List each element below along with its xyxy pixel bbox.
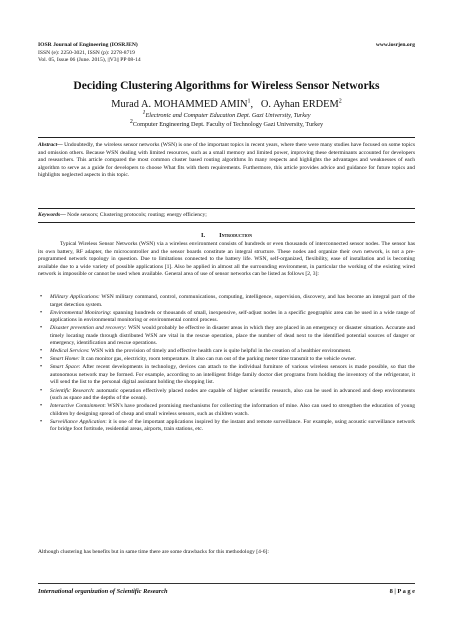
list-item-text: WSN would probably be effective in disaster areas in which they are placed in an emergency or disaster situation. Accurate and timely locating made through distributed WSN are vital in the rescue operation, place the number of dead next to the identified potential sources of danger or emergency, identification and rescue operations. <box>50 325 415 347</box>
affiliation-1-mark: 1 <box>142 109 146 116</box>
author-line <box>30 98 423 111</box>
list-item-term: Environmental Monitoring <box>50 309 110 316</box>
intro-paragraph: Typical Wireless Sensor Networks (WSN) via a wireless environment consists of hundreds or even thousands of interconnected sensor nodes. The sensor has its own battery, RF adapter, the microcontroller and the sensor boards constitute an integral structure. These nodes and organize their own network, is not a pre-programmed network topology in question. Due to limitations connected to the battery life. WSN, self-organized, flexibility, ease of installation and is becoming available due to a wide variety of possible applications [1]. Also be applied in almost all the surrounding environment, in particular the working of the existing wired network is impossible or cannot be used when available. General area of use of sensor networks can be listed as follows [2, 3]: <box>38 241 415 277</box>
list-item <box>38 388 415 403</box>
journal-volume: Vol. 05, Issue 06 (June. 2015), ||V3|| PP 08-14 <box>38 57 141 64</box>
affiliation-1 <box>30 109 423 120</box>
list-item <box>38 325 415 348</box>
keywords <box>38 212 415 220</box>
list-item-term: Surveillance Application <box>50 418 106 425</box>
journal-name: IOSR Journal of Engineering (IOSRJEN) <box>38 42 138 48</box>
journal-header <box>38 42 141 65</box>
list-item <box>38 294 415 309</box>
list-item-term: Military Applications: <box>50 294 100 300</box>
author-1: Murad A. MOHAMMED AMIN <box>111 99 248 110</box>
list-item-term: Smart Home: <box>50 356 80 363</box>
list-item-term: Scientific Research <box>50 387 93 394</box>
keywords-top-divider <box>38 208 415 209</box>
list-item-text: : spanning hundreds or thousands of small, inexpensive, self-adjust nodes in a specific geographic area can be used in a wide range of applications in environmental monitoring or environmental control process. <box>50 309 416 324</box>
affiliation-2-text: Computer Engineering Dept. Faculty of Technology Gazi University, Turkey <box>132 121 324 128</box>
keywords-bottom-divider <box>38 222 415 223</box>
list-item-text: It can monitor gas, electricity, room temperature. It also can run out of the parking meter time transmit to the vehicle owner. <box>79 356 357 363</box>
section-number: I. <box>200 232 206 239</box>
footer-organization: International organization of Scientific Research <box>38 588 168 595</box>
list-item-term: Interactive Containment <box>50 403 105 410</box>
section-heading <box>38 232 415 239</box>
list-item-text: : automatic operation effectively placed nodes are capable of higher scientific research, also can be used in advanced and deep environments (such as space and the depths of the ocean). <box>50 387 415 402</box>
list-item <box>38 403 415 418</box>
list-item-term: Smart Space: <box>50 364 81 371</box>
closing-paragraph: Although clustering has benefits but in same time there are some drawbacks for this methodology [4-6]: <box>38 549 269 555</box>
abstract <box>38 142 415 180</box>
keywords-label: Keywords— <box>38 212 66 218</box>
application-list <box>38 294 415 434</box>
page-number: 8 | P a g e <box>389 588 415 595</box>
list-item-text: : WSN with the provision of timely and effective health care is quite helpful in the creation of a healthier environment. <box>88 348 352 355</box>
section-title: Introduction <box>219 232 253 239</box>
list-item-text: : WSN's have produced promising mechanisms for collecting the information of mine. Also can used to strengthen the education of young children by designing spread of cheap and small wireless sensors, such as children watch. <box>50 403 415 417</box>
keywords-text: Node sensors; Clustering protocols; routing; energy efficiency; <box>65 212 207 218</box>
journal-issn: ISSN (e): 2250-3021, ISSN (p): 2278-8719 <box>38 49 135 56</box>
list-item-text: After recent developments in technology, devices can attach to the individual furniture of various wireless sensors is made possible, so that the autonomous network may be formed. For example, according to an intelligent fridge family doctor diet programs from holding the inventory of the refrigerator, it will send the list to the personal digital assistant holding the shopping list. <box>50 364 415 386</box>
footer-divider <box>38 583 415 584</box>
abstract-top-divider <box>38 137 415 138</box>
journal-website: www.iosrjen.org <box>375 42 415 48</box>
abstract-label: Abstract— <box>38 142 63 148</box>
list-item-term: Medical Services <box>50 348 89 355</box>
author-2-affiliation-mark: 2 <box>338 98 342 105</box>
list-item-text: WSN military command, control, communications, computing, intelligence, supervision, discovery, and has become an integral part of the target detection system. <box>50 294 415 308</box>
abstract-text: Undoubtedly, the wireless sensor networks (WSN) is one of the important topics in recent years, where there were many studies have focused on some topics and omission others. Because WSN dealing with limited resources, such as a small memory and limited power, improving these determinants accounted for developers and researchers. This article compared the most common cluster based routing algorithms In many respects and highlights the advantages and weaknesses of each algorithm to serve as a guide for developers to choose What fits with them requirements. Furthermore, this article provides advice and guidance for future topics and highlights neglected aspects in this topic. <box>38 142 415 178</box>
paper-title: Deciding Clustering Algorithms for Wireless Sensor Networks <box>73 79 380 92</box>
author-2: O. Ayhan ERDEM <box>260 99 339 110</box>
author-separator: , <box>250 99 261 110</box>
affiliation-1-text: Electronic and Computer Education Dept. Gazi University, Turkey <box>145 112 311 119</box>
list-item-term: Disaster prevention and recovery: <box>50 325 127 332</box>
affiliation-2-mark: 2 <box>129 118 133 125</box>
affiliation-2 <box>30 118 423 129</box>
list-item <box>38 356 415 364</box>
author-1-affiliation-mark: 1 <box>247 98 251 105</box>
list-item <box>38 348 415 356</box>
list-item <box>38 419 415 434</box>
list-item <box>38 310 415 325</box>
list-item-text: : it is one of the important applications inspired by the instant and remote surveillance. For example, using acoustic surveillance network for bridge foot fortitude, residential areas, airports, train stations, etc. <box>50 418 415 433</box>
list-item <box>38 364 415 387</box>
